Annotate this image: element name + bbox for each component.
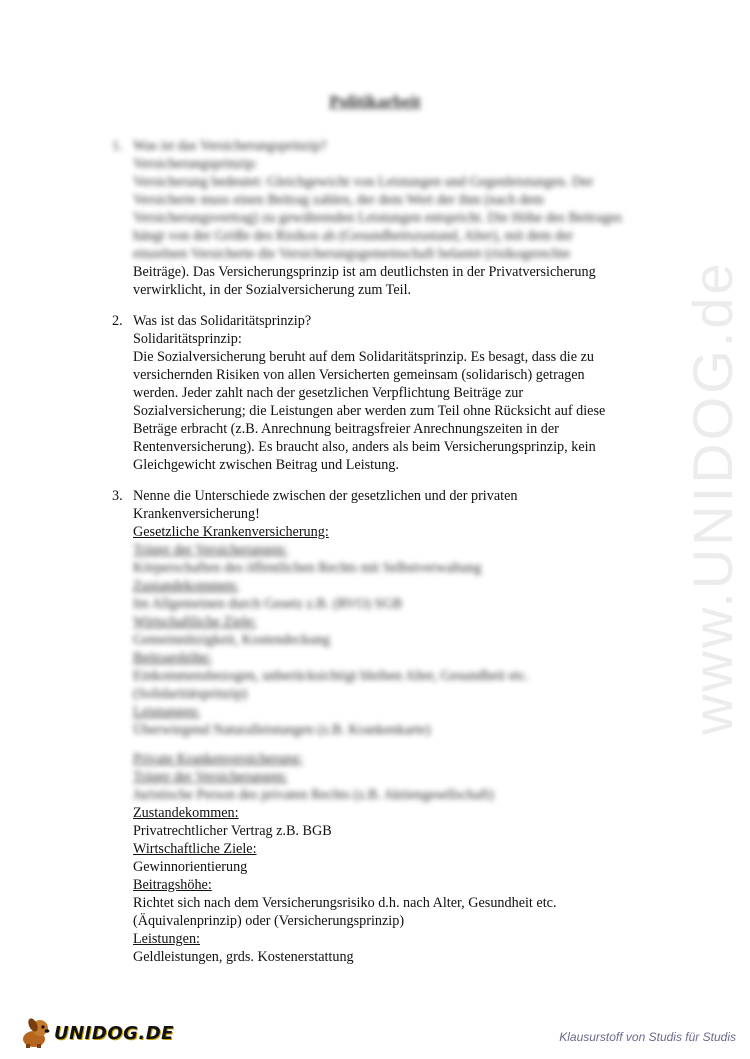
- q2-line: Die Sozialversicherung beruht auf dem Solidaritätsprinzip. Es besagt, dass die zu: [133, 349, 594, 365]
- q2-line: werden. Jeder zahlt nach der gesetzlichen Verpflichtung Beiträge zur: [133, 385, 524, 401]
- q2-line: Beträge erbracht (z.B. Anrechnung beitragsfreier Anrechnungszeiten in der: [133, 421, 559, 437]
- q1-line: Beiträge). Das Versicherungsprinzip ist am deutlichsten in der Privatversicherung: [133, 264, 596, 280]
- q2-line: versichernden Risiken von allen Versicherten gemeinsam (solidarisch) getragen: [133, 367, 585, 383]
- gkv-subheading: Wirtschaftliche Ziele:: [133, 614, 257, 630]
- gkv-text: Körperschaften des öffentlichen Rechts mit Selbstverwaltung: [133, 560, 482, 576]
- q3-line: Nenne die Unterschiede zwischen der gesetzlichen und der privaten: [133, 488, 518, 504]
- pkv-text: (Äquivalenprinzip) oder (Versicherungsprinzip): [133, 913, 405, 929]
- pkv-text: Gewinnorientierung: [133, 859, 248, 875]
- pkv-text: Privatrechtlicher Vertrag z.B. BGB: [133, 823, 332, 839]
- pkv-subheading: Träger der Versicherungen:: [133, 769, 288, 785]
- gkv-subheading: Leistungen:: [133, 704, 200, 720]
- pkv-subheading: Beitragshöhe:: [133, 877, 212, 893]
- gkv-heading: Gesetzliche Krankenversicherung:: [133, 524, 329, 540]
- gkv-text: Im Allgemeinen durch Gesetz z.B. (RVO) SGB: [133, 596, 403, 612]
- pkv-subheading: Leistungen:: [133, 931, 200, 947]
- gkv-subheading: Träger der Versicherungen:: [133, 542, 288, 558]
- pkv-text: Geldleistungen, grds. Kostenerstattung: [133, 949, 354, 965]
- q2-line: Rentenversicherung). Es braucht also, anders als beim Versicherungsprinzip, kein: [133, 439, 596, 455]
- q1-line: Was ist das Versicherungsprinzip?: [133, 138, 327, 154]
- q1-number: 1.: [112, 138, 123, 154]
- q3-number: 3.: [112, 488, 123, 504]
- footer-tagline: Klausurstoff von Studis für Studis: [559, 1030, 736, 1044]
- q1-line: Versicherung bedeutet: Gleichgewicht von Leistungen und Gegenleistungen. Der: [133, 174, 594, 190]
- q1-line: Versicherte muss einen Beitrag zahlen, der dem Wert der ihm (nach dem: [133, 192, 544, 208]
- gkv-text: Gemeinnützigkeit, Kostendeckung: [133, 632, 330, 648]
- page-title: Politikarbeit: [329, 92, 421, 111]
- q2-line: Sozialversicherung; die Leistungen aber werden zum Teil ohne Rücksicht auf diese: [133, 403, 606, 419]
- gkv-text: (Solidaritätsprinzip): [133, 686, 248, 702]
- q2-number: 2.: [112, 313, 123, 329]
- gkv-subheading: Beitragshöhe:: [133, 650, 212, 666]
- gkv-text: Einkommensbezogen, unberücksichtigt bleiben Alter, Gesundheit etc.: [133, 668, 529, 684]
- gkv-subheading: Zustandekommen:: [133, 578, 239, 594]
- gkv-text: Überwiegend Naturalleistungen (z.B. Krankenkarte): [133, 722, 431, 738]
- q2-line: Gleichgewicht zwischen Beitrag und Leistung.: [133, 457, 399, 473]
- unidog-logo[interactable]: [18, 1016, 174, 1050]
- pkv-text: Juristische Person des privaten Rechts (z.B. Aktiengesellschaft): [133, 787, 494, 803]
- logo-text: UNIDOG.DE: [54, 1022, 174, 1044]
- q2-line: Solidaritätsprinzip:: [133, 331, 242, 347]
- q1-line: einzelnen Versicherte die Versicherungsgemeinschaft belastet (risikogerechte: [133, 246, 571, 262]
- q1-line: Versicherungsvertrag) zu gewährenden Leistungen entspricht. Die Höhe des Beitrages: [133, 210, 622, 226]
- pkv-text: Richtet sich nach dem Versicherungsrisiko d.h. nach Alter, Gesundheit etc.: [133, 895, 557, 911]
- dog-mascot-icon: [18, 1017, 54, 1049]
- q1-line: Versicherungsprinzip:: [133, 156, 258, 172]
- q3-line: Krankenversicherung!: [133, 506, 260, 522]
- q1-line: verwirklicht, in der Sozialversicherung zum Teil.: [133, 282, 412, 298]
- pkv-heading: Private Krankenversicherung:: [133, 751, 303, 767]
- pkv-subheading: Wirtschaftliche Ziele:: [133, 841, 257, 857]
- pkv-subheading: Zustandekommen:: [133, 805, 239, 821]
- q1-line: hängt von der Größe des Risikos ab (Gesundheitszustand, Alter), mit dem der: [133, 228, 574, 244]
- watermark: www.UNIDOG.de: [681, 260, 744, 735]
- q2-line: Was ist das Solidaritätsprinzip?: [133, 313, 312, 329]
